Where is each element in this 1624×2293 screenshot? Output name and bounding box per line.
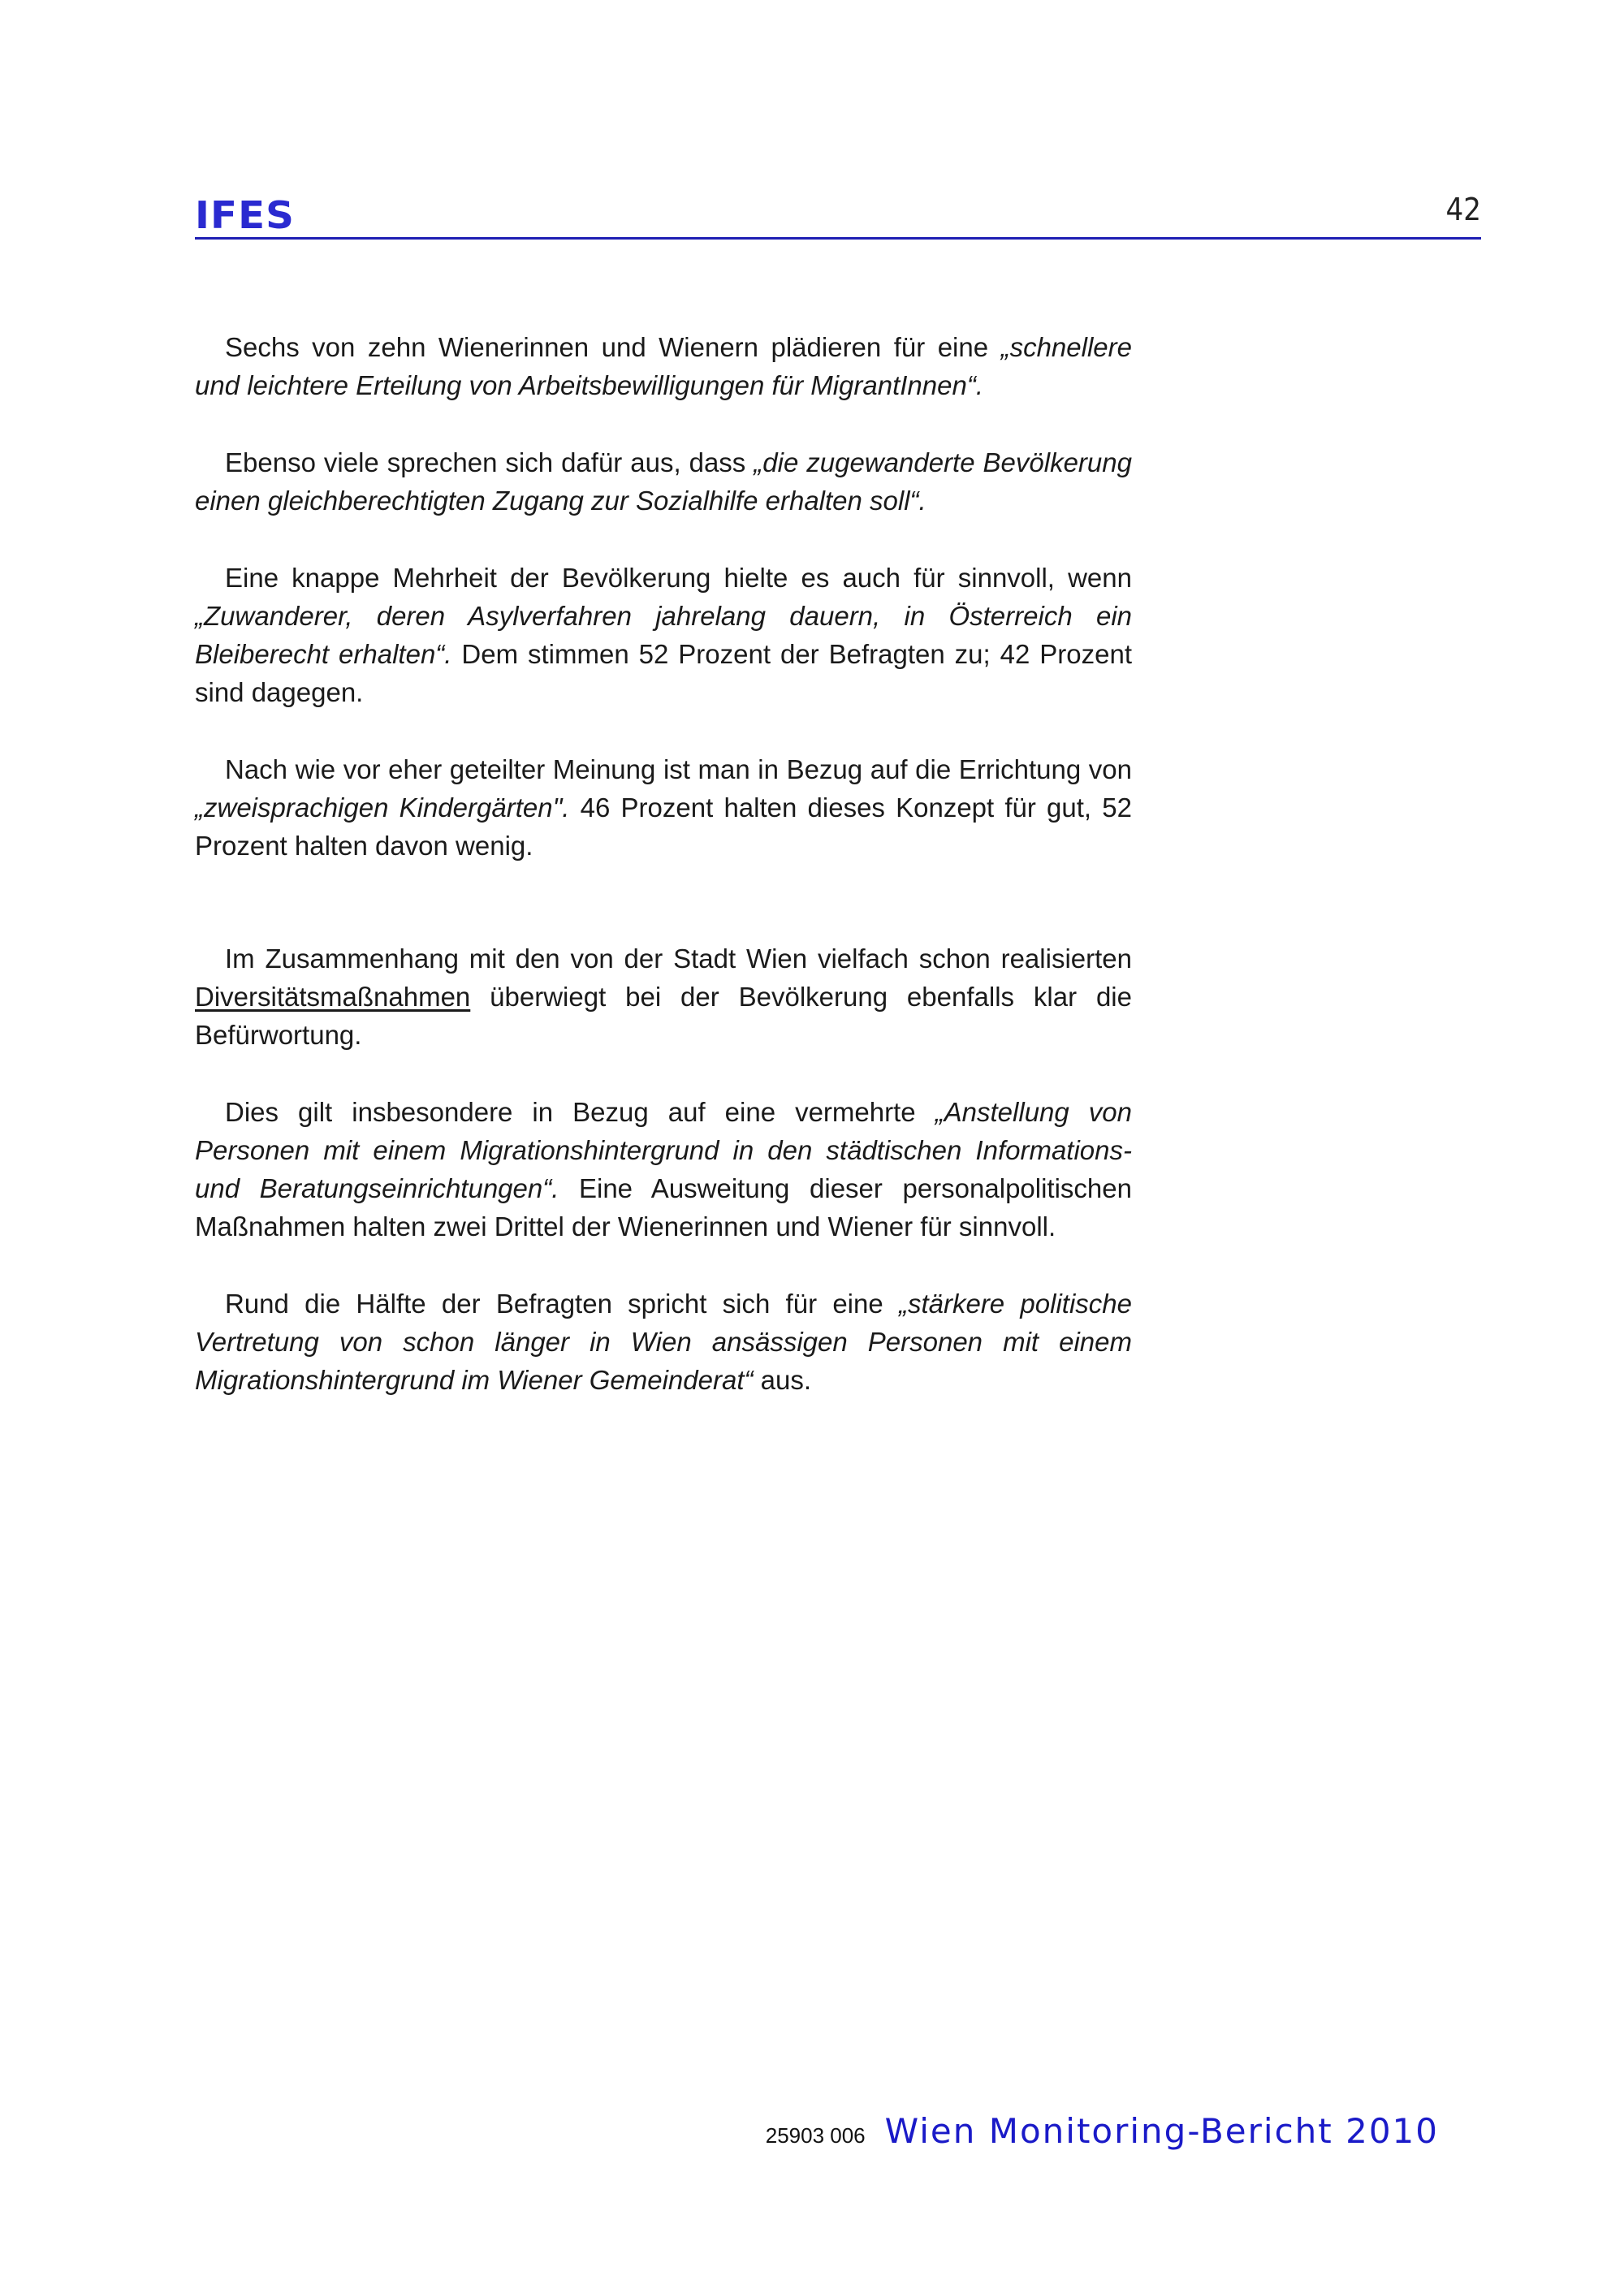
paragraph-5 [195, 939, 1132, 1054]
page-number: 42 [1445, 192, 1481, 227]
quote-text: „zweisprachigen Kindergärten". [195, 792, 570, 823]
paragraph-4 [195, 750, 1132, 865]
page-footer [766, 2111, 1439, 2151]
paragraph-text: Dem stimmen 52 Prozent der Befragten zu; 42 Prozent sind dagegen. [195, 639, 1132, 707]
page-header [195, 188, 1481, 240]
ifes-logo: IFES [195, 193, 295, 237]
paragraph-2 [195, 443, 1132, 520]
report-code: 25903 006 [765, 2123, 866, 2148]
quote-text: „Anstellung von Personen mit einem Migrationshintergrund in den städtischen Informations- und Beratungseinrichtungen“. [195, 1097, 1132, 1203]
paragraph-6 [195, 1093, 1132, 1246]
paragraph-3 [195, 559, 1132, 711]
paragraph-text: 46 Prozent halten dieses Konzept für gut, 52 Prozent halten davon wenig. [195, 792, 1132, 861]
quote-text: „schnellere und leichtere Erteilung von Arbeitsbewilligungen für MigrantInnen“. [195, 332, 1132, 400]
paragraph-text: aus. [753, 1365, 812, 1395]
paragraph-text: Rund die Hälfte der Befragten spricht sich für eine [225, 1289, 899, 1319]
paragraph-text: Im Zusammenhang mit den von der Stadt Wien vielfach schon realisierten [225, 944, 1132, 974]
paragraph-text: Eine Ausweitung dieser personalpolitischen Maßnahmen halten zwei Drittel der Wienerinnen und Wiener für sinnvoll. [195, 1173, 1132, 1242]
report-title: Wien Monitoring-Bericht 2010 [884, 2111, 1439, 2151]
quote-text: „Zuwanderer, deren Asylverfahren jahrelang dauern, in Österreich ein Bleiberecht erhalten“. [195, 601, 1132, 669]
underlined-term: Diversitätsmaßnahmen [195, 982, 471, 1012]
paragraph-text: überwiegt bei der Bevölkerung ebenfalls klar die Befürwortung. [195, 982, 1132, 1050]
paragraph-7 [195, 1285, 1132, 1399]
quote-text: „stärkere politische Vertretung von schon länger in Wien ansässigen Personen mit einem Migrationshintergrund im Wiener Gemeinderat“ [195, 1289, 1132, 1395]
paragraph-text: Nach wie vor eher geteilter Meinung ist man in Bezug auf die Errichtung von [225, 754, 1132, 784]
paragraph-text: Sechs von zehn Wienerinnen und Wienern plädieren für eine [225, 332, 1001, 362]
paragraph-text: Ebenso viele sprechen sich dafür aus, dass [225, 447, 754, 477]
paragraph-text: Eine knappe Mehrheit der Bevölkerung hielte es auch für sinnvoll, wenn [225, 563, 1132, 593]
quote-text: „die zugewanderte Bevölkerung einen gleichberechtigten Zugang zur Sozialhilfe erhalten soll“. [195, 447, 1132, 516]
body-text [195, 328, 1132, 1438]
paragraph-text: Dies gilt insbesondere in Bezug auf eine vermehrte [225, 1097, 935, 1127]
paragraph-1 [195, 328, 1132, 404]
